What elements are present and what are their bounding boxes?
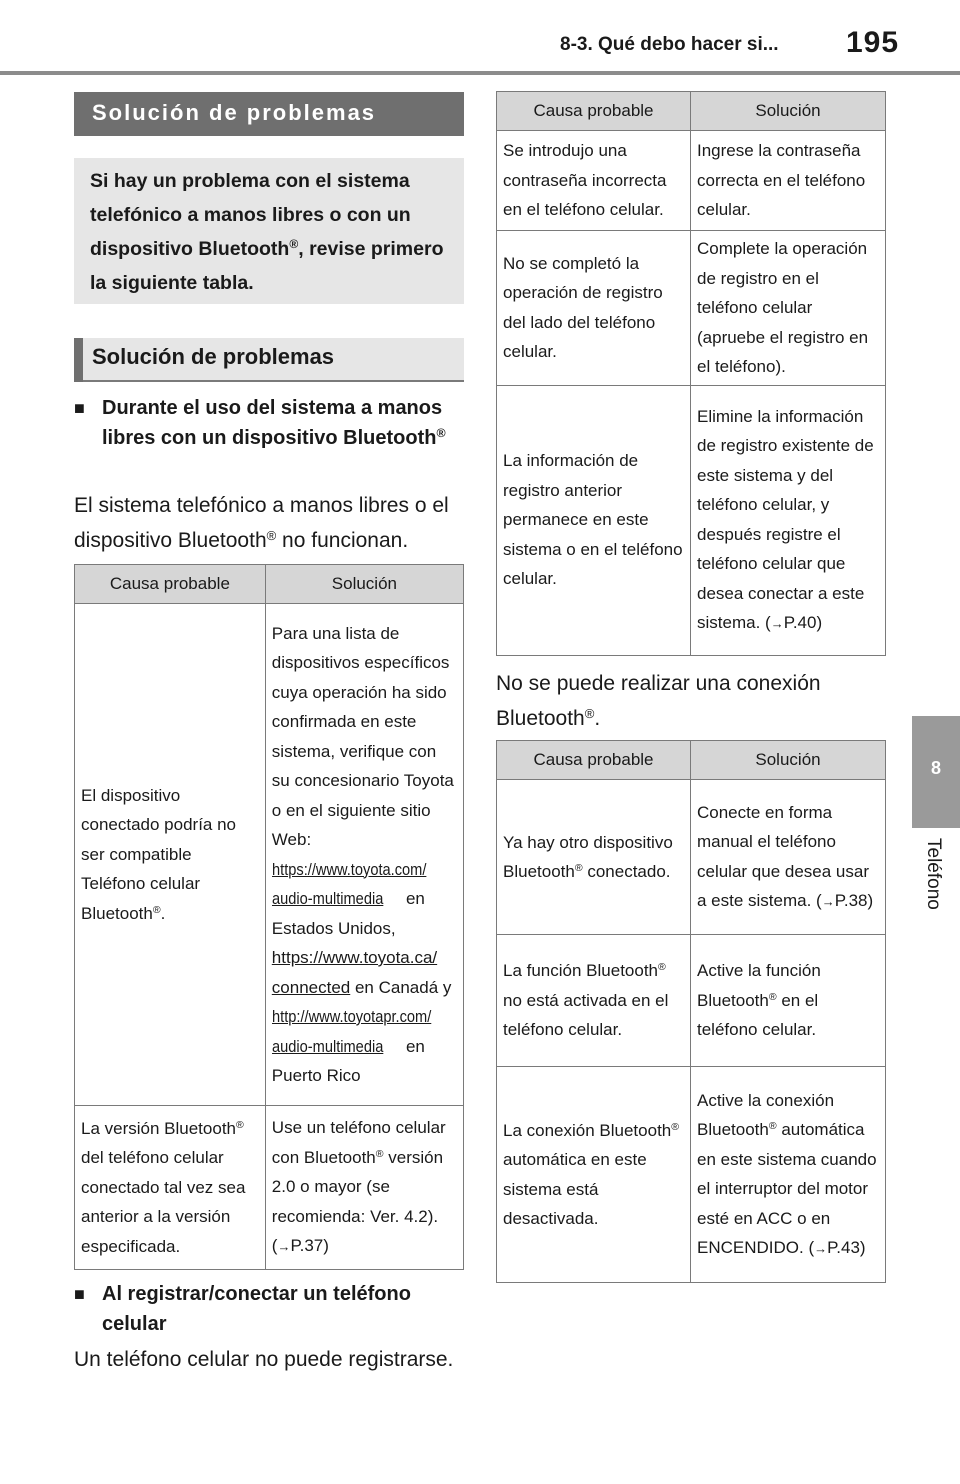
cause-cell: Ya hay otro dispositivo Bluetooth® conectado.: [497, 780, 691, 935]
table-row: [497, 780, 886, 935]
problem-text-3: No se puede realizar una conexión Bluetooth®.: [496, 672, 821, 730]
chapter-label: Teléfono: [923, 838, 944, 910]
col-header-cause: Causa probable: [75, 565, 266, 604]
col-header-solution: Solución: [691, 92, 886, 131]
col-header-solution: Solución: [265, 565, 463, 604]
solution-cell: Active la función Bluetooth® en el teléfono celular.: [691, 935, 886, 1067]
bullet-square-icon: ■: [74, 1284, 85, 1304]
col-header-cause: Causa probable: [497, 92, 691, 131]
page-reference[interactable]: P.37: [290, 1236, 324, 1256]
col-header-cause: Causa probable: [497, 741, 691, 780]
arrow-right-icon: →: [814, 1241, 828, 1256]
section-header: 8-3. Qué debo hacer si...: [560, 34, 779, 55]
table-row: [497, 231, 886, 386]
table-compatibility: [74, 564, 464, 1270]
problem-text-2: Un teléfono celular no puede registrarse.: [74, 1348, 454, 1371]
problem-text-1: El sistema telefónico a manos libres o el dispositivo Bluetooth® no funcionan.: [74, 494, 449, 552]
cause-cell: No se completó la operación de registro del lado del teléfono celular.: [497, 231, 691, 386]
section-heading-text: Solución de problemas: [92, 344, 335, 369]
link-toyota-pr-path[interactable]: audio-multimedia: [271, 1036, 384, 1056]
solution-cell: Ingrese la contraseña correcta en el teléfono celular.: [691, 131, 886, 231]
cause-cell: El dispositivo conectado podría no ser compatible Teléfono celular Bluetooth®.: [75, 604, 266, 1106]
link-toyota-us-path[interactable]: audio-multimedia: [271, 889, 384, 908]
table-row: [497, 131, 886, 231]
bullet-square-icon: ■: [74, 398, 85, 418]
chapter-number: 8: [930, 758, 941, 778]
solution-cell: Active la conexión Bluetooth® automática en este sistema cuando el interruptor del motor esté en ACC o en ENCENDIDO. (→P.43): [691, 1067, 886, 1283]
cause-cell: La función Bluetooth® no está activada en el teléfono celular.: [497, 935, 691, 1067]
solution-cell: Conecte en forma manual el teléfono celular que desea usar a este sistema. (→P.38): [691, 780, 886, 935]
page-reference[interactable]: P.43: [827, 1238, 860, 1257]
intro-box: Si hay un problema con el sistema telefónico a manos libres o con un dispositivo Bluetooth®, revise primero la siguiente tabla.: [74, 158, 464, 304]
table-row: [497, 1067, 886, 1283]
cause-cell: Se introdujo una contraseña incorrecta en el teléfono celular.: [497, 131, 691, 231]
table-row: [75, 604, 464, 1106]
cause-cell: La conexión Bluetooth® automática en este sistema está desactivada.: [497, 1067, 691, 1283]
arrow-right-icon: →: [277, 1239, 291, 1255]
arrow-right-icon: →: [770, 616, 784, 631]
page-number: 195: [846, 26, 900, 59]
page-reference[interactable]: P.40: [783, 613, 817, 632]
table-registration: [496, 91, 886, 656]
table-row: [497, 935, 886, 1067]
cause-cell: La versión Bluetooth® del teléfono celular conectado tal vez sea anterior a la versión especificada.: [75, 1106, 266, 1270]
heading-bar: [74, 338, 83, 382]
header-divider: [0, 71, 960, 75]
cause-cell: La información de registro anterior permanece en este sistema o en el teléfono celular.: [497, 385, 691, 655]
link-toyota-pr[interactable]: http://www.toyotapr.com/: [271, 1007, 432, 1026]
section-heading: [74, 338, 464, 382]
col-header-solution: Solución: [691, 741, 886, 780]
page-reference[interactable]: P.38: [834, 891, 868, 910]
link-toyota-us[interactable]: https://www.toyota.com/: [271, 859, 427, 879]
table-row: [75, 1106, 464, 1270]
chapter-band-title: Solución de problemas: [74, 92, 464, 136]
link-toyota-ca[interactable]: https://www.toyota.ca/: [271, 948, 438, 967]
solution-cell: Use un teléfono celular con Bluetooth® versión 2.0 o mayor (se recomienda: Ver. 4.2). (→P.37): [265, 1106, 463, 1270]
table-row: [497, 385, 886, 655]
solution-cell: Complete la operación de registro en el teléfono celular (apruebe el registro en el teléfono).: [691, 231, 886, 386]
solution-cell: Para una lista de dispositivos específicos cuya operación ha sido confirmada en este sistema, verifique con su concesionario Toyota o en el siguiente sitio Web: https://www.toyota.com/ audio-multimedia en Estados Unidos, https://www.toyota.ca/ connected en Canadá y http://www.toyotapr.com/ audio-multimedia en Puerto Rico: [265, 604, 463, 1106]
arrow-right-icon: →: [821, 894, 835, 909]
solution-cell: Elimine la información de registro existente de este sistema y del teléfono celular, y después registre el teléfono celular que desea conectar a este sistema. (→P.40): [691, 385, 886, 655]
table-connection: [496, 740, 886, 1283]
link-toyota-ca-path[interactable]: connected: [271, 977, 351, 997]
